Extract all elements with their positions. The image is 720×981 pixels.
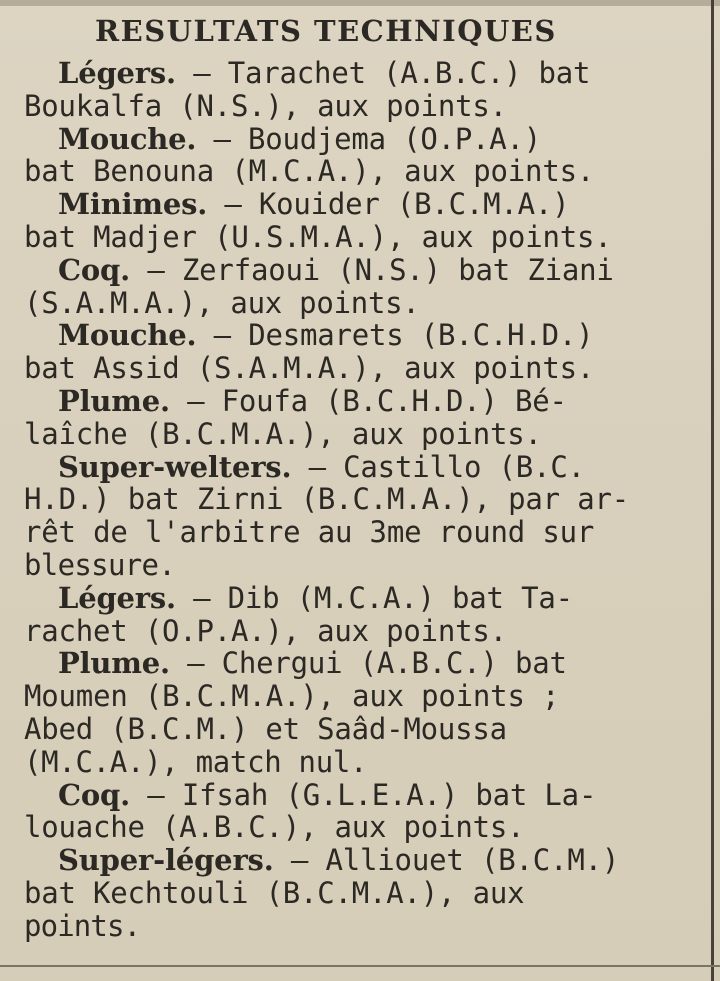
result-text: Abed (B.C.M.) et Saâd-Moussa (24, 711, 507, 746)
article-line (24, 746, 694, 779)
weight-class-label: Légers. (58, 56, 176, 90)
result-text: — Tarachet (A.B.C.) bat (175, 56, 591, 90)
weight-class-label: Coq. (58, 252, 131, 287)
article-line (24, 713, 694, 746)
weight-class-label: Mouche. (58, 121, 197, 156)
result-text: blessure. (24, 547, 176, 582)
article-line (24, 877, 694, 910)
result-text: — Alliouet (B.C.M.) (273, 843, 620, 878)
weight-class-label: Super-welters. (58, 449, 292, 484)
article-body (24, 57, 694, 943)
result-text: — Foufa (B.C.H.D.) Bé- (169, 383, 567, 418)
article-line (24, 352, 694, 385)
result-text: bat Kechtouli (B.C.M.A.), aux (24, 875, 525, 910)
result-text: bat Madjer (U.S.M.A.), aux points. (24, 219, 612, 254)
article-line (24, 582, 694, 615)
weight-class-label: Coq. (58, 777, 131, 812)
result-text: (S.A.M.A.), aux points. (24, 285, 420, 320)
article-heading: RESULTATS TECHNIQUES (95, 14, 557, 48)
result-text: Boukalfa (N.S.), aux points. (24, 88, 507, 123)
article-line (24, 155, 694, 188)
article-line (24, 647, 694, 680)
top-rule (0, 0, 720, 6)
result-text: points. (24, 908, 141, 943)
result-text: bat Assid (S.A.M.A.), aux points. (24, 351, 595, 386)
article-line (24, 385, 694, 418)
result-text: louache (A.B.C.), aux points. (24, 810, 525, 845)
article-line (24, 319, 694, 352)
article-line (24, 221, 694, 254)
result-text: — Desmarets (B.C.H.D.) (196, 318, 594, 353)
weight-class-label: Plume. (58, 646, 170, 681)
result-text: — Dib (M.C.A.) bat Ta- (175, 580, 573, 615)
article-line (24, 615, 694, 648)
article-line (24, 811, 694, 844)
result-text: — Kouider (B.C.M.A.) (207, 187, 570, 222)
bottom-rule (0, 965, 720, 967)
article-line (24, 254, 694, 287)
result-text: (M.C.A.), match nul. (24, 744, 368, 779)
weight-class-label: Plume. (58, 383, 170, 418)
article-line (24, 516, 694, 549)
weight-class-label: Super-légers. (58, 843, 274, 878)
article-line (24, 779, 694, 812)
weight-class-label: Légers. (58, 580, 176, 615)
result-text: — Zerfaoui (N.S.) bat Ziani (130, 252, 614, 287)
result-text: Moumen (B.C.M.A.), aux points ; (24, 679, 560, 714)
article-line (24, 90, 694, 123)
article-line (24, 57, 694, 90)
article-line (24, 680, 694, 713)
article-line (24, 287, 694, 320)
weight-class-label: Mouche. (58, 318, 197, 353)
weight-class-label: Minimes. (58, 187, 208, 222)
result-text: H.D.) bat Zirni (B.C.M.A.), par ar- (24, 482, 630, 517)
article-line (24, 549, 694, 582)
result-text: — Boudjema (O.P.A.) (196, 121, 542, 156)
article-line (24, 483, 694, 516)
column-rule (711, 0, 714, 981)
result-text: — Castillo (B.C. (291, 449, 585, 484)
article-line (24, 451, 694, 484)
result-text: laîche (B.C.M.A.), aux points. (24, 416, 542, 451)
article-line (24, 844, 694, 877)
result-text: rachet (O.P.A.), aux points. (24, 613, 507, 648)
result-text: — Ifsah (G.L.E.A.) bat La- (130, 777, 597, 812)
result-text: bat Benouna (M.C.A.), aux points. (24, 154, 595, 189)
article-line (24, 418, 694, 451)
result-text: rêt de l'arbitre au 3me round sur (24, 515, 595, 550)
article-line (24, 910, 694, 943)
result-text: — Chergui (A.B.C.) bat (169, 646, 567, 681)
article-line (24, 188, 694, 221)
article-line (24, 123, 694, 156)
